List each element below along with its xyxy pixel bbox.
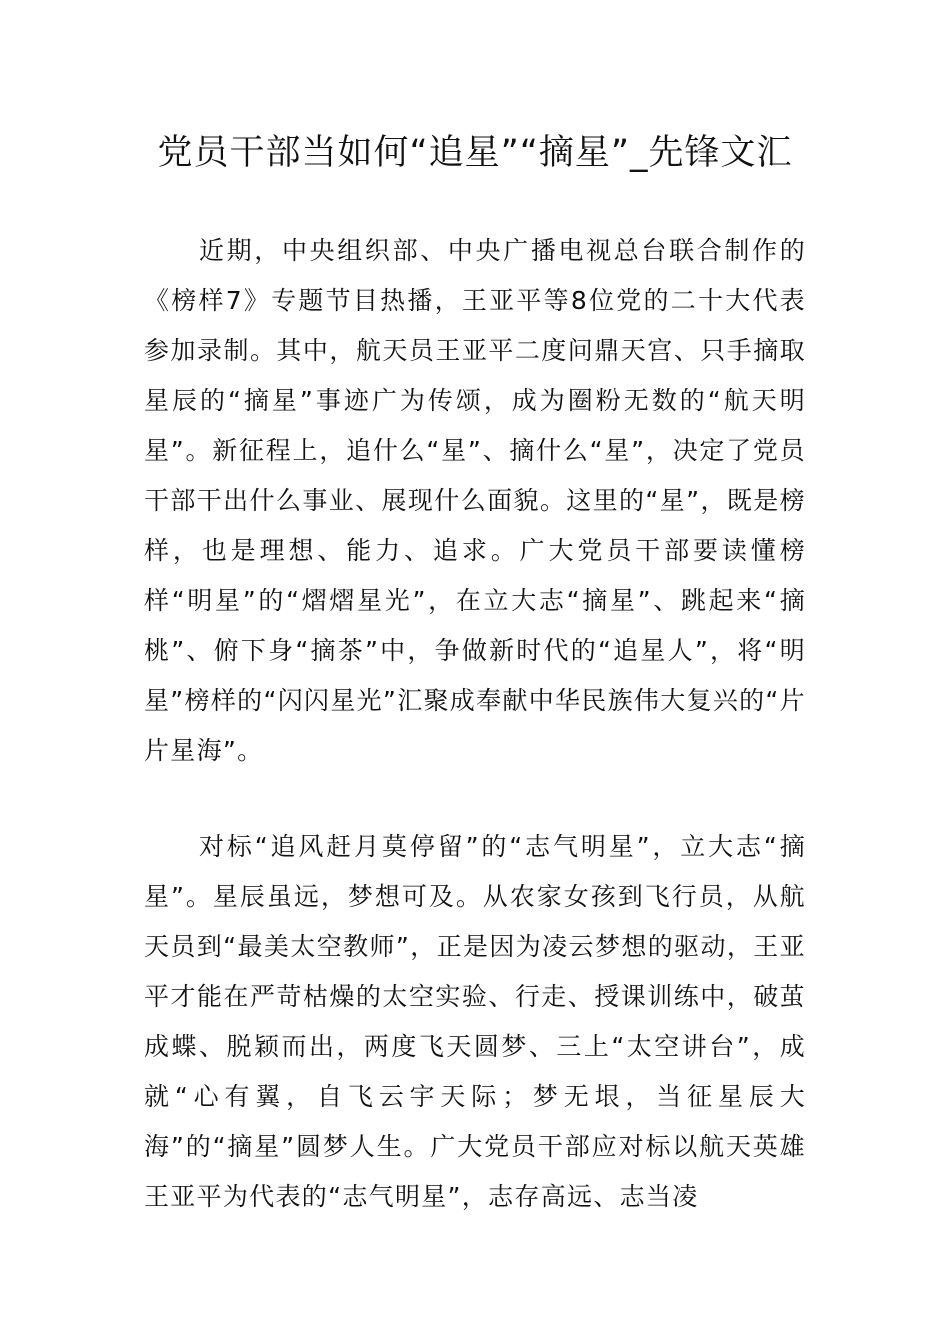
paragraph-1: 近期，中央组织部、中央广播电视总台联合制作的《榜样7》专题节目热播，王亚平等8位党的二十大代表参加录制。其中，航天员王亚平二度问鼎天宫、只手摘取星辰的“摘星”事迹广为传颂，成为圈粉无数的“航天明星”。新征程上，追什么“星”、摘什么“星”，决定了党员干部干出什么事业、展现什么面貌。这里的“星”，既是榜样，也是理想、能力、追求。广大党员干部要读懂榜样“明星”的“熠熠星光”，在立大志“摘星”、跳起来“摘桃”、俯下身“摘茶”中，争做新时代的“追星人”，将“明星”榜样的“闪闪星光”汇聚成奉献中华民族伟大复兴的“片片星海”。 — [144, 236, 806, 765]
paragraph-2: 对标“追风赶月莫停留”的“志气明星”，立大志“摘星”。星辰虽远，梦想可及。从农家女孩到飞行员，从航天员到“最美太空教师”，正是因为凌云梦想的驱动，王亚平才能在严苛枯燥的太空实验、行走、授课训练中，破茧成蝶、脱颖而出，两度飞天圆梦、三上“太空讲台”，成就“心有翼，自飞云宇天际；梦无垠，当征星辰大海”的“摘星”圆梦人生。广大党员干部应对标以航天英雄王亚平为代表的“志气明星”，志存高远、志当凌 — [144, 832, 806, 1211]
document-title: 党员干部当如何“追星”“摘星”_先锋文汇 — [157, 133, 793, 173]
